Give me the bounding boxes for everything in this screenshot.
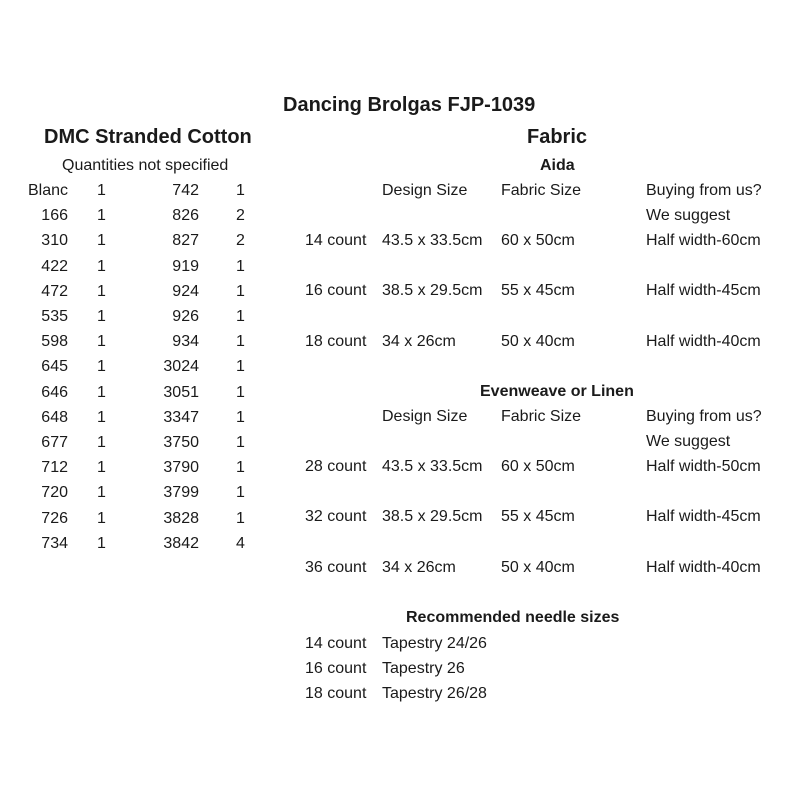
needle-size: Tapestry 26 bbox=[382, 660, 465, 678]
thread-qty: 1 bbox=[236, 459, 245, 477]
thread-code: 3024 bbox=[163, 358, 199, 376]
suggested-width: Half width-50cm bbox=[646, 458, 761, 475]
thread-qty: 1 bbox=[236, 509, 245, 527]
thread-code: 3790 bbox=[163, 459, 199, 477]
thread-qty: 1 bbox=[97, 333, 106, 351]
fabric-count: 28 count bbox=[305, 458, 367, 475]
page-title: Dancing Brolgas FJP-1039 bbox=[283, 94, 536, 116]
thread-code: 598 bbox=[41, 333, 68, 351]
aida-suggest: We suggest bbox=[646, 207, 731, 224]
thread-qty: 1 bbox=[97, 358, 106, 376]
thread-qty: 1 bbox=[97, 434, 106, 451]
design-size: 38.5 x 29.5cm bbox=[382, 508, 483, 526]
evenweave-suggest: We suggest bbox=[646, 433, 731, 450]
thread-code: 742 bbox=[172, 182, 199, 199]
fabric-count: 14 count bbox=[305, 232, 367, 249]
thread-code: 472 bbox=[41, 282, 68, 300]
aida-col-design: Design Size bbox=[382, 182, 468, 199]
thread-code: 646 bbox=[41, 383, 68, 401]
thread-qty: 1 bbox=[236, 383, 245, 401]
thread-qty: 1 bbox=[97, 207, 106, 225]
thread-qty: 1 bbox=[97, 308, 106, 325]
thread-qty: 1 bbox=[236, 257, 245, 275]
thread-code: 926 bbox=[172, 308, 199, 325]
thread-qty: 1 bbox=[97, 182, 106, 199]
fabric-count: 16 count bbox=[305, 282, 367, 300]
suggested-width: Half width-40cm bbox=[646, 332, 761, 350]
thread-code: 3842 bbox=[163, 534, 199, 552]
fabric-size: 55 x 45cm bbox=[501, 508, 575, 526]
thread-qty: 1 bbox=[236, 333, 245, 351]
thread-qty: 2 bbox=[236, 207, 245, 225]
thread-qty: 1 bbox=[97, 459, 106, 477]
thread-qty: 1 bbox=[236, 182, 245, 199]
thread-code: 3799 bbox=[163, 484, 199, 502]
thread-qty: 1 bbox=[236, 282, 245, 300]
thread-code: 934 bbox=[172, 333, 199, 351]
needle-count: 18 count bbox=[305, 685, 367, 703]
thread-qty: 1 bbox=[236, 308, 245, 325]
thread-qty: 2 bbox=[236, 232, 245, 250]
thread-code: 924 bbox=[172, 282, 199, 300]
needle-size: Tapestry 24/26 bbox=[382, 635, 487, 652]
thread-code: 677 bbox=[41, 434, 68, 451]
fabric-size: 55 x 45cm bbox=[501, 282, 575, 300]
design-size: 43.5 x 33.5cm bbox=[382, 458, 483, 475]
design-size: 34 x 26cm bbox=[382, 332, 456, 350]
thread-qty: 1 bbox=[97, 534, 106, 552]
fabric-count: 36 count bbox=[305, 558, 367, 576]
thread-code: 645 bbox=[41, 358, 68, 376]
thread-qty: 1 bbox=[97, 383, 106, 401]
aida-col-buy: Buying from us? bbox=[646, 182, 762, 199]
suggested-width: Half width-40cm bbox=[646, 558, 761, 576]
thread-code: 826 bbox=[172, 207, 199, 225]
evenweave-col-buy: Buying from us? bbox=[646, 408, 762, 425]
thread-code: 720 bbox=[41, 484, 68, 502]
fabric-count: 18 count bbox=[305, 332, 367, 350]
thread-code: 3828 bbox=[163, 509, 199, 527]
thread-code: 3750 bbox=[163, 434, 199, 451]
suggested-width: Half width-45cm bbox=[646, 282, 761, 300]
aida-col-fabric: Fabric Size bbox=[501, 182, 582, 199]
fabric-count: 32 count bbox=[305, 508, 367, 526]
thread-code: 734 bbox=[41, 534, 68, 552]
fabric-size: 60 x 50cm bbox=[501, 458, 575, 475]
thread-qty: 1 bbox=[236, 358, 245, 376]
aida-heading: Aida bbox=[540, 157, 575, 174]
evenweave-col-fabric: Fabric Size bbox=[501, 408, 582, 425]
thread-code: 166 bbox=[41, 207, 68, 225]
thread-qty: 1 bbox=[236, 434, 245, 451]
fabric-size: 50 x 40cm bbox=[501, 558, 575, 576]
design-size: 43.5 x 33.5cm bbox=[382, 232, 483, 249]
thread-code: 535 bbox=[41, 308, 68, 325]
quantities-note: Quantities not specified bbox=[62, 157, 229, 174]
suggested-width: Half width-45cm bbox=[646, 508, 761, 526]
needle-size: Tapestry 26/28 bbox=[382, 685, 487, 703]
thread-qty: 1 bbox=[97, 232, 106, 250]
thread-qty: 1 bbox=[97, 484, 106, 502]
thread-code: 712 bbox=[41, 459, 68, 477]
fabric-heading: Fabric bbox=[527, 126, 588, 148]
thread-qty: 1 bbox=[97, 257, 106, 275]
thread-code: 827 bbox=[172, 232, 199, 250]
thread-qty: 1 bbox=[97, 408, 106, 426]
thread-code: 3051 bbox=[163, 383, 199, 401]
needle-count: 16 count bbox=[305, 660, 367, 678]
evenweave-col-design: Design Size bbox=[382, 408, 468, 425]
thread-qty: 1 bbox=[236, 408, 245, 426]
evenweave-heading: Evenweave or Linen bbox=[480, 383, 634, 400]
thread-code: Blanc bbox=[27, 182, 68, 199]
fabric-size: 60 x 50cm bbox=[501, 232, 575, 249]
needle-count: 14 count bbox=[305, 635, 367, 652]
dmc-heading: DMC Stranded Cotton bbox=[44, 126, 252, 148]
needles-heading: Recommended needle sizes bbox=[406, 609, 620, 626]
thread-code: 648 bbox=[41, 408, 68, 426]
thread-code: 919 bbox=[172, 257, 199, 275]
thread-code: 3347 bbox=[163, 408, 199, 426]
thread-code: 726 bbox=[41, 509, 68, 527]
suggested-width: Half width-60cm bbox=[646, 232, 761, 249]
thread-qty: 1 bbox=[97, 282, 106, 300]
design-size: 38.5 x 29.5cm bbox=[382, 282, 483, 300]
thread-qty: 1 bbox=[97, 509, 106, 527]
design-size: 34 x 26cm bbox=[382, 558, 456, 576]
thread-code: 422 bbox=[41, 257, 68, 275]
thread-code: 310 bbox=[41, 232, 68, 250]
fabric-size: 50 x 40cm bbox=[501, 332, 575, 350]
thread-qty: 4 bbox=[236, 534, 245, 552]
thread-qty: 1 bbox=[236, 484, 245, 502]
